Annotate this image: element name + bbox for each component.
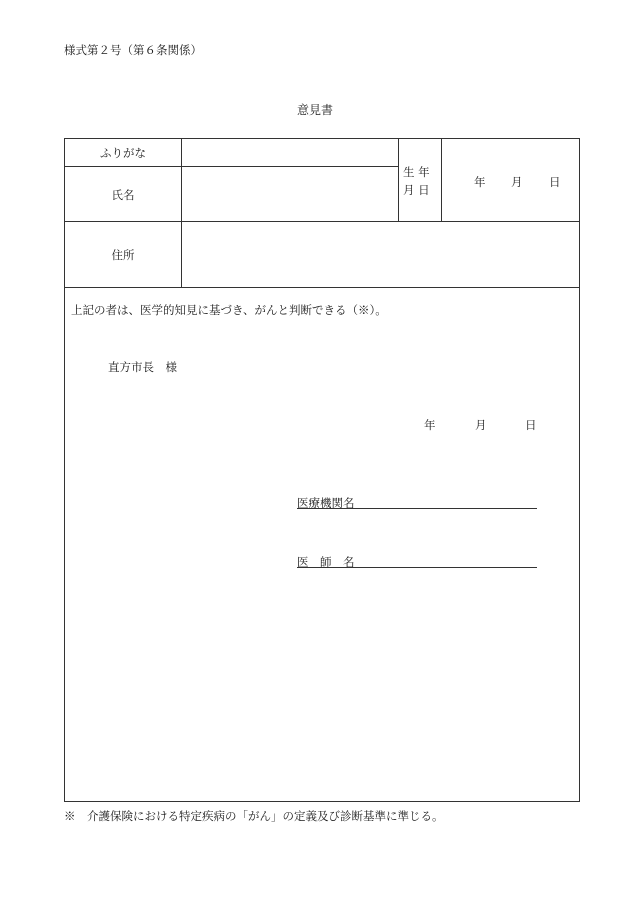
- date-month-unit: 月: [475, 418, 487, 432]
- institution-field[interactable]: [297, 508, 537, 509]
- furigana-label: ふりがな: [100, 146, 146, 160]
- institution-label: 医療機関名: [297, 496, 355, 510]
- furigana-field[interactable]: [182, 139, 397, 166]
- document-title: 意見書: [296, 103, 333, 117]
- doctor-label: 医 師 名: [297, 555, 355, 569]
- date-year-unit: 年: [424, 418, 436, 432]
- date-day-unit: 日: [525, 418, 537, 432]
- statement-text: 上記の者は、医学的知見に基づき、がんと判断できる（※）。: [71, 303, 387, 317]
- footnote: ※ 介護保険における特定疾病の「がん」の定義及び診断基準に準じる。: [64, 809, 444, 823]
- address-field[interactable]: [182, 222, 578, 287]
- name-field[interactable]: [182, 167, 397, 221]
- addressee: 直方市長 様: [108, 360, 177, 374]
- name-label: 氏名: [111, 188, 135, 202]
- rule-birth-label-right: [441, 139, 442, 221]
- address-label: 住所: [111, 248, 135, 262]
- doctor-field[interactable]: [297, 567, 537, 568]
- birth-month-unit: 月: [511, 175, 523, 189]
- rule-birth-label-left: [398, 139, 399, 221]
- birth-date-label-line1: 生 年: [403, 165, 430, 179]
- form-number: 様式第２号（第６条関係）: [64, 43, 202, 57]
- birth-date-label-line2: 月 日: [403, 183, 430, 197]
- birth-year-unit: 年: [474, 175, 486, 189]
- rule-address-bottom: [65, 287, 579, 288]
- form-frame: [64, 138, 580, 802]
- birth-day-unit: 日: [549, 175, 561, 189]
